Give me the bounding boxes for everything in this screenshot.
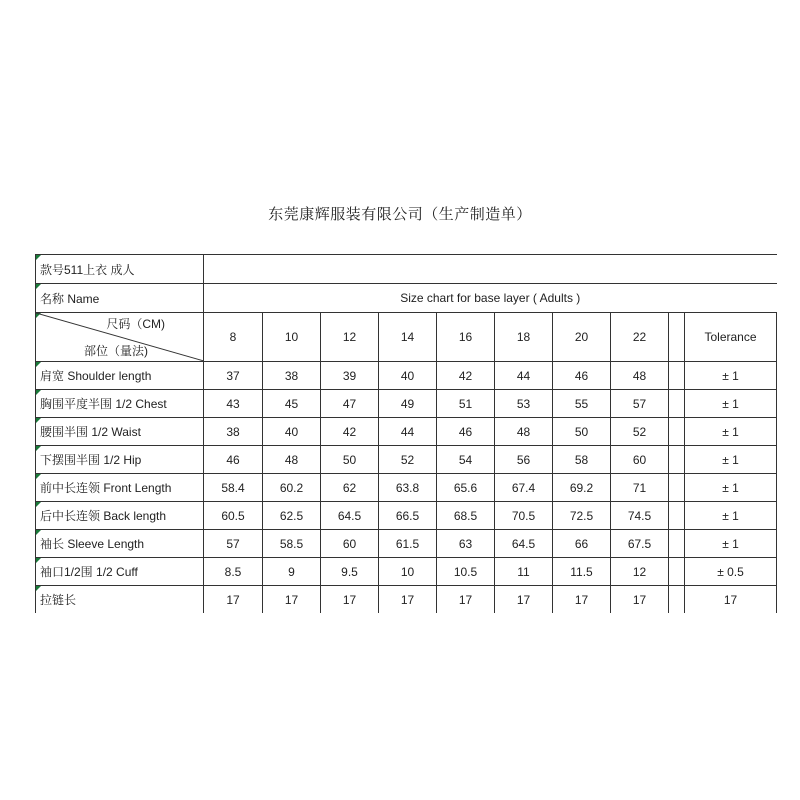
size-header: 14 <box>379 313 437 362</box>
name-row <box>36 284 777 313</box>
measurement-value: 51 <box>437 390 495 418</box>
size-header: 12 <box>321 313 379 362</box>
measurement-value: 10 <box>379 558 437 586</box>
measurement-value: 44 <box>379 418 437 446</box>
measurement-row <box>36 418 777 446</box>
measurement-value: 17 <box>553 586 611 614</box>
measurement-value: 56 <box>495 446 553 474</box>
measurement-value: 52 <box>611 418 669 446</box>
measurement-value: 67.5 <box>611 530 669 558</box>
measurement-value: 60.2 <box>263 474 321 502</box>
measurement-value: 44 <box>495 362 553 390</box>
measurement-value: 60 <box>611 446 669 474</box>
measurement-value: 39 <box>321 362 379 390</box>
measurement-value: 50 <box>553 418 611 446</box>
tolerance-value: ± 1 <box>685 530 777 558</box>
measurement-value: 45 <box>263 390 321 418</box>
cell-marker <box>36 474 41 479</box>
measurement-value: 42 <box>437 362 495 390</box>
measurement-rows <box>36 362 777 614</box>
measurement-label: 胸围平度半围 1/2 Chest <box>40 397 167 411</box>
name-label-cell <box>36 284 204 313</box>
spacer-cell <box>669 586 685 614</box>
measurement-value: 58.5 <box>263 530 321 558</box>
measurement-row <box>36 474 777 502</box>
measurement-value: 55 <box>553 390 611 418</box>
tolerance-header: Tolerance <box>685 313 777 362</box>
measurement-value: 63.8 <box>379 474 437 502</box>
measurement-value: 11.5 <box>553 558 611 586</box>
tolerance-value: ± 1 <box>685 474 777 502</box>
measurement-value: 63 <box>437 530 495 558</box>
measurement-value: 54 <box>437 446 495 474</box>
tolerance-value: ± 1 <box>685 418 777 446</box>
measurement-value: 66 <box>553 530 611 558</box>
tolerance-value: ± 1 <box>685 390 777 418</box>
measurement-value: 11 <box>495 558 553 586</box>
part-header-label: 部位（量法) <box>84 344 148 358</box>
measurement-value: 52 <box>379 446 437 474</box>
measurement-value: 50 <box>321 446 379 474</box>
measurement-value: 61.5 <box>379 530 437 558</box>
measurement-value: 57 <box>204 530 263 558</box>
diagonal-header-cell <box>36 313 204 362</box>
measurement-value: 62.5 <box>263 502 321 530</box>
document-title: 东莞康辉服装有限公司（生产制造单） <box>268 206 532 223</box>
size-header: 20 <box>553 313 611 362</box>
spacer-cell <box>669 390 685 418</box>
spacer-cell <box>669 313 685 362</box>
tolerance-value: ± 1 <box>685 446 777 474</box>
cell-marker <box>36 446 41 451</box>
measurement-value: 69.2 <box>553 474 611 502</box>
measurement-value: 9 <box>263 558 321 586</box>
cell-marker <box>36 586 41 591</box>
measurement-row <box>36 586 777 614</box>
measurement-value: 58 <box>553 446 611 474</box>
measurement-value: 58.4 <box>204 474 263 502</box>
spacer-cell <box>669 418 685 446</box>
measurement-value: 71 <box>611 474 669 502</box>
measurement-label-cell <box>36 446 204 474</box>
measurement-value: 40 <box>379 362 437 390</box>
measurement-label-cell <box>36 586 204 614</box>
size-chart-table <box>35 254 777 613</box>
chart-title-cell <box>204 284 777 313</box>
measurement-label-cell <box>36 502 204 530</box>
measurement-value: 60 <box>321 530 379 558</box>
measurement-value: 37 <box>204 362 263 390</box>
size-header: 22 <box>611 313 669 362</box>
measurement-value: 17 <box>437 586 495 614</box>
measurement-label-cell <box>36 474 204 502</box>
measurement-label: 后中长连领 Back length <box>40 509 167 523</box>
measurement-value: 17 <box>495 586 553 614</box>
measurement-value: 17 <box>321 586 379 614</box>
measurement-label-cell <box>36 390 204 418</box>
style-value-cell <box>204 255 777 284</box>
measurement-row <box>36 502 777 530</box>
measurement-value: 46 <box>437 418 495 446</box>
spacer-cell <box>669 362 685 390</box>
measurement-label: 袖长 Sleeve Length <box>40 537 145 551</box>
size-header: 18 <box>495 313 553 362</box>
name-label: 名称 Name <box>40 291 100 306</box>
measurement-value: 17 <box>611 586 669 614</box>
size-header: 8 <box>204 313 263 362</box>
style-label-cell <box>36 255 204 284</box>
measurement-value: 72.5 <box>553 502 611 530</box>
spacer-cell <box>669 530 685 558</box>
measurement-label-cell <box>36 530 204 558</box>
measurement-label: 袖口1/2围 1/2 Cuff <box>40 565 138 579</box>
measurement-value: 60.5 <box>204 502 263 530</box>
spacer-cell <box>669 446 685 474</box>
cell-marker <box>36 284 41 289</box>
measurement-label: 拉链长 <box>40 593 77 607</box>
measurement-value: 8.5 <box>204 558 263 586</box>
spacer-cell <box>669 502 685 530</box>
measurement-value: 62 <box>321 474 379 502</box>
measurement-row <box>36 362 777 390</box>
cell-marker <box>36 502 41 507</box>
cell-marker <box>36 362 41 367</box>
measurement-row <box>36 558 777 586</box>
measurement-value: 74.5 <box>611 502 669 530</box>
measurement-value: 68.5 <box>437 502 495 530</box>
measurement-row <box>36 530 777 558</box>
tolerance-value: ± 0.5 <box>685 558 777 586</box>
tolerance-value: ± 1 <box>685 362 777 390</box>
measurement-value: 65.6 <box>437 474 495 502</box>
measurement-value: 67.4 <box>495 474 553 502</box>
cell-marker <box>36 530 41 535</box>
measurement-value: 47 <box>321 390 379 418</box>
measurement-value: 70.5 <box>495 502 553 530</box>
cell-marker <box>36 255 41 260</box>
size-header: 10 <box>263 313 321 362</box>
measurement-value: 17 <box>204 586 263 614</box>
chart-title: Size chart for base layer ( Adults ) <box>400 291 581 305</box>
measurement-value: 38 <box>263 362 321 390</box>
measurement-value: 49 <box>379 390 437 418</box>
measurement-label: 下摆围半围 1/2 Hip <box>40 453 142 467</box>
measurement-label: 前中长连领 Front Length <box>40 481 172 495</box>
spacer-cell <box>669 558 685 586</box>
cell-marker <box>36 558 41 563</box>
measurement-value: 66.5 <box>379 502 437 530</box>
measurement-label: 腰围半围 1/2 Waist <box>40 425 141 439</box>
size-header: 16 <box>437 313 495 362</box>
header-row <box>36 313 777 362</box>
style-row <box>36 255 777 284</box>
measurement-value: 43 <box>204 390 263 418</box>
measurement-value: 57 <box>611 390 669 418</box>
spacer-cell <box>669 474 685 502</box>
measurement-value: 48 <box>263 446 321 474</box>
measurement-value: 12 <box>611 558 669 586</box>
measurement-value: 64.5 <box>321 502 379 530</box>
measurement-value: 46 <box>204 446 263 474</box>
size-header-label: 尺码（CM) <box>106 317 165 331</box>
measurement-value: 42 <box>321 418 379 446</box>
measurement-value: 17 <box>379 586 437 614</box>
measurement-value: 53 <box>495 390 553 418</box>
style-label: 款号511上衣 成人 <box>40 262 135 277</box>
measurement-value: 48 <box>611 362 669 390</box>
measurement-row <box>36 446 777 474</box>
measurement-value: 10.5 <box>437 558 495 586</box>
measurement-label-cell <box>36 558 204 586</box>
measurement-value: 17 <box>263 586 321 614</box>
measurement-value: 9.5 <box>321 558 379 586</box>
cell-marker <box>36 390 41 395</box>
measurement-row <box>36 390 777 418</box>
cell-marker <box>36 418 41 423</box>
measurement-value: 40 <box>263 418 321 446</box>
tolerance-value: 17 <box>685 586 777 614</box>
tolerance-value: ± 1 <box>685 502 777 530</box>
measurement-value: 64.5 <box>495 530 553 558</box>
measurement-label: 肩宽 Shoulder length <box>40 369 152 383</box>
measurement-label-cell <box>36 418 204 446</box>
measurement-label-cell <box>36 362 204 390</box>
measurement-value: 48 <box>495 418 553 446</box>
measurement-value: 46 <box>553 362 611 390</box>
measurement-value: 38 <box>204 418 263 446</box>
